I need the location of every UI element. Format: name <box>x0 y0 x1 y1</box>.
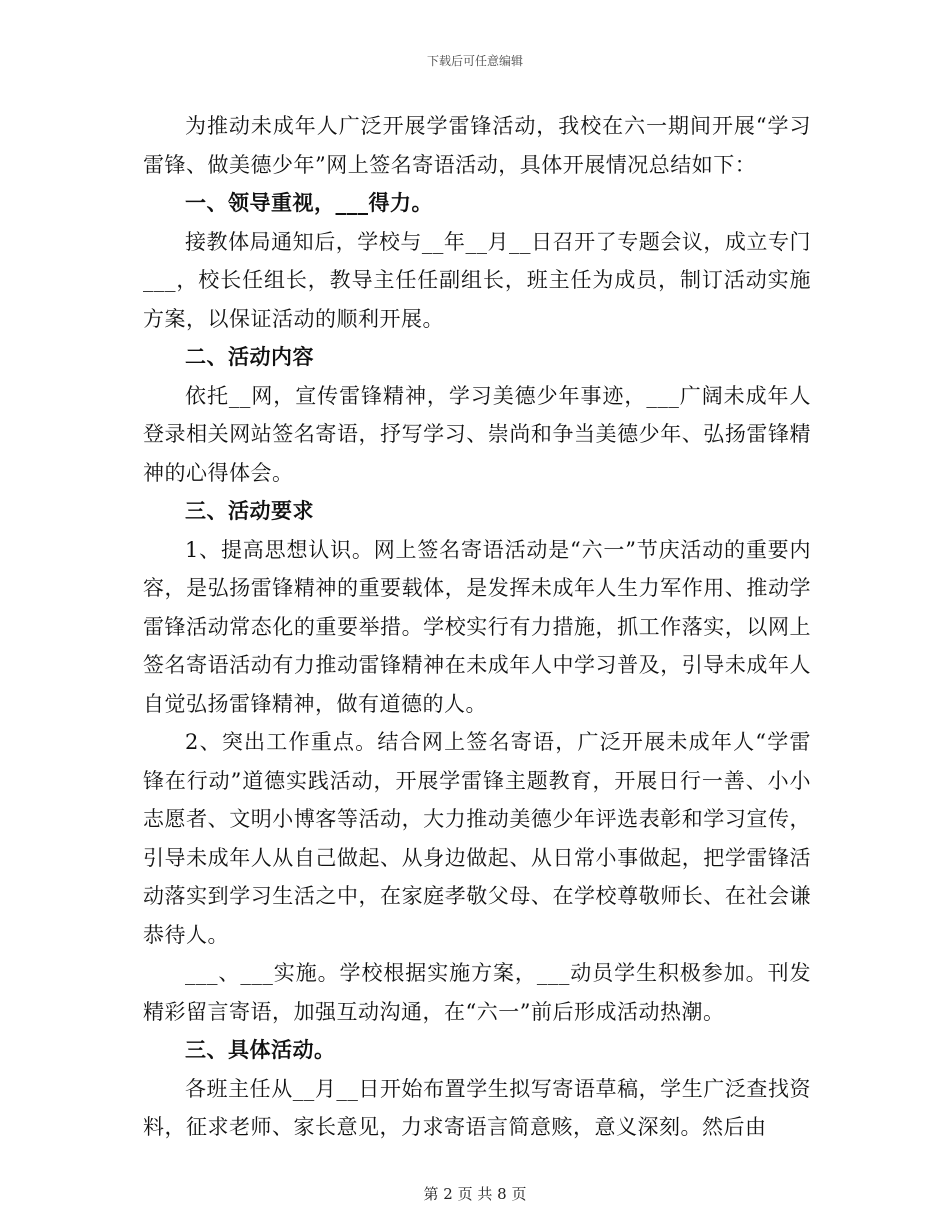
section-heading-activities: 三、具体活动。 <box>185 1037 336 1062</box>
section-heading-content: 二、活动内容 <box>185 344 314 369</box>
page-indicator: 第 2 页 共 8 页 <box>423 1185 527 1203</box>
implementation-paragraph: ___、___实施。学校根据实施方案，___动员学生积极参加。刊发精彩留言寄语，加强互动沟通，在“六一”前后形成活动热潮。 <box>143 961 811 1024</box>
leadership-paragraph: 接教体局通知后，学校与__年__月__日召开了专题会议，成立专门___，校长任组长，教导主任任副组长，班主任为成员，制订活动实施方案，以保证活动的顺利开展。 <box>143 229 811 331</box>
section-heading-leadership: 一、领导重视，___得力。 <box>185 190 433 215</box>
requirement-2-paragraph: 2、突出工作重点。结合网上签名寄语，广泛开展未成年人“学雷锋在行动”道德实践活动，开展学雷锋主题教育，开展日行一善、小小志愿者、文明小博客等活动，大力推动美德少年评选表彰和学习宣传，引导未成年人从自己做起、从身边做起、从日常小事做起，把学雷锋活动落实到学习生活之中，在家庭孝敬父母、在学校尊敬师长、在社会谦恭待人。 <box>143 730 811 947</box>
content-paragraph: 依托__网，宣传雷锋精神，学习美德少年事迹，___广阔未成年人登录相关网站签名寄语，抒写学习、崇尚和争当美德少年、弘扬雷锋精神的心得体会。 <box>143 383 811 485</box>
header-note: 下载后可任意编辑 <box>426 54 523 68</box>
section-heading-requirements: 三、活动要求 <box>185 498 314 523</box>
intro-paragraph: 为推动未成年人广泛开展学雷锋活动，我校在六一期间开展“学习雷锋、做美德少年”网上签名寄语活动，具体开展情况总结如下： <box>143 114 811 177</box>
activities-paragraph: 各班主任从__月__日开始布置学生拟写寄语草稿，学生广泛查找资料，征求老师、家长意见，力求寄语言简意赅，意义深刻。然后由 <box>143 1076 811 1139</box>
requirement-1-paragraph: 1、提高思想认识。网上签名寄语活动是“六一”节庆活动的重要内容，是弘扬雷锋精神的重要载体，是发挥未成年人生力军作用、推动学雷锋活动常态化的重要举措。学校实行有力措施，抓工作落实，以网上签名寄语活动有力推动雷锋精神在未成年人中学习普及，引导未成年人自觉弘扬雷锋精神，做有道德的人。 <box>143 537 811 716</box>
document-body <box>143 107 811 1147</box>
